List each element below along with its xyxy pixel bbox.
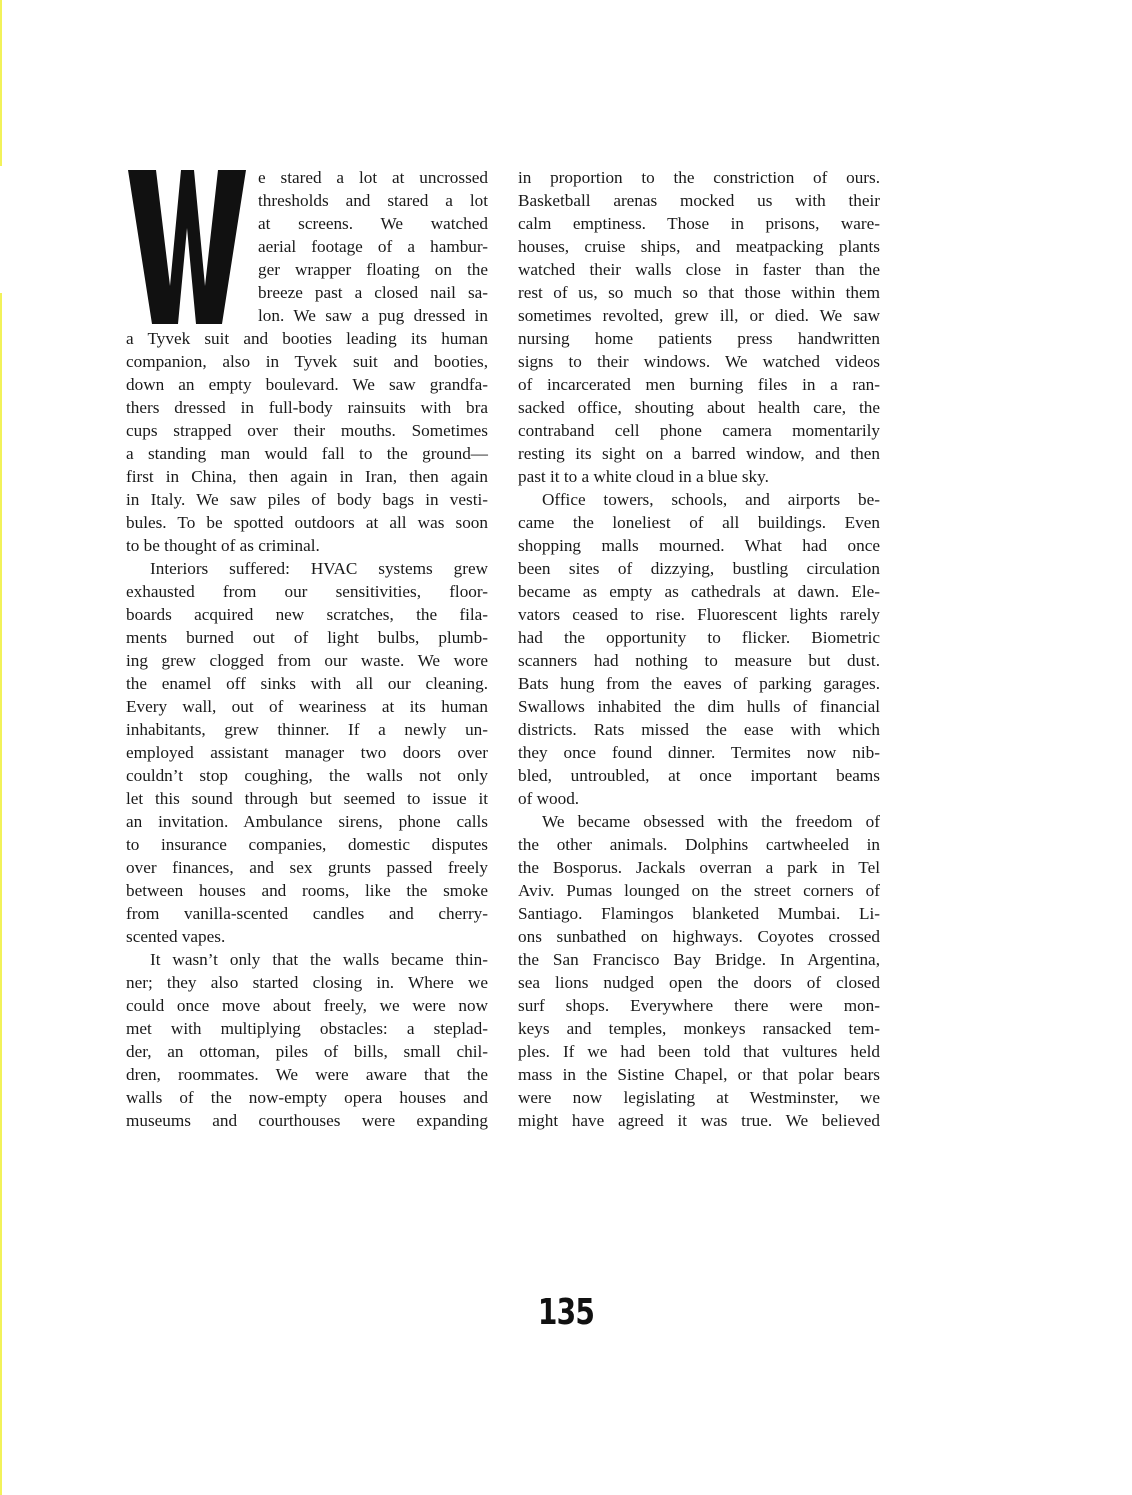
text-line: the enamel off sinks with all our cleaning. <box>126 674 488 693</box>
text-line: to insurance companies, domestic disputes <box>126 835 488 854</box>
left-column <box>126 166 488 1132</box>
text-line: past it to a white cloud in a blue sky. <box>518 467 769 486</box>
text-line: Basketball arenas mocked us with their <box>518 191 880 210</box>
text-line: from vanilla-scented candles and cherry- <box>126 904 488 923</box>
text-line: ples. If we had been told that vultures held <box>518 1042 880 1061</box>
text-line: nursing home patients press handwritten <box>518 329 880 348</box>
text-line: Bats hung from the eaves of parking garages. <box>518 674 880 693</box>
text-line: of incarcerated men burning files in a ran- <box>518 375 880 394</box>
text-line: could once move about freely, we were now <box>126 996 488 1015</box>
text-line: an invitation. Ambulance sirens, phone calls <box>126 812 488 831</box>
text-line: might have agreed it was true. We believed <box>518 1111 880 1130</box>
text-line: to be thought of as criminal. <box>126 536 320 555</box>
text-line: inhabitants, grew thinner. If a newly un- <box>126 720 488 739</box>
text-line: couldn’t stop coughing, the walls not only <box>126 766 488 785</box>
text-line: keys and temples, monkeys ransacked tem- <box>518 1019 880 1038</box>
text-line: breeze past a closed nail sa- <box>258 283 488 302</box>
text-line: boards acquired new scratches, the fila- <box>126 605 488 624</box>
text-line: surf shops. Everywhere there were mon- <box>518 996 880 1015</box>
text-line: lon. We saw a pug dressed in <box>258 306 488 325</box>
text-line: employed assistant manager two doors over <box>126 743 488 762</box>
text-line: of wood. <box>518 789 580 808</box>
text-line: the Bosporus. Jackals overran a park in Tel <box>518 858 880 877</box>
text-line: Every wall, out of weariness at its human <box>126 697 488 716</box>
text-line: We became obsessed with the freedom of <box>542 812 880 831</box>
text-line: sometimes revolted, grew ill, or died. We saw <box>518 306 880 325</box>
text-line: over finances, and sex grunts passed freely <box>126 858 488 877</box>
page-edge-marker <box>0 293 2 1495</box>
text-line: dren, roommates. We were aware that the <box>126 1065 488 1084</box>
text-line: Santiago. Flamingos blanketed Mumbai. Li- <box>518 904 880 923</box>
text-line: between houses and rooms, like the smoke <box>126 881 488 900</box>
text-line: ing grew clogged from our waste. We wore <box>126 651 488 670</box>
text-line: sea lions nudged open the doors of closed <box>518 973 880 992</box>
text-line: districts. Rats missed the ease with which <box>518 720 880 739</box>
text-line: had the opportunity to flicker. Biometric <box>518 628 880 647</box>
text-line: at screens. We watched <box>258 214 488 233</box>
text-line: in proportion to the constriction of ours. <box>518 168 880 187</box>
text-line: scented vapes. <box>126 927 226 946</box>
text-line: calm emptiness. Those in prisons, ware- <box>518 214 880 233</box>
text-line: met with multiplying obstacles: a steplad- <box>126 1019 488 1038</box>
text-line: ons sunbathed on highways. Coyotes crossed <box>518 927 880 946</box>
text-line: exhausted from our sensitivities, floor- <box>126 582 488 601</box>
text-line: der, an ottoman, piles of bills, small chil- <box>126 1042 488 1061</box>
text-line: e stared a lot at uncrossed <box>258 168 488 187</box>
text-line: scanners had nothing to measure but dust. <box>518 651 880 670</box>
text-line: thresholds and stared a lot <box>258 191 488 210</box>
text-line: bled, untroubled, at once important beams <box>518 766 880 785</box>
text-line: bules. To be spotted outdoors at all was soon <box>126 513 488 532</box>
text-line: thers dressed in full-body rainsuits with bra <box>126 398 488 417</box>
text-line: Office towers, schools, and airports be- <box>542 490 880 509</box>
text-line: companion, also in Tyvek suit and booties, <box>126 352 488 371</box>
text-line: they once found dinner. Termites now nib- <box>518 743 880 762</box>
text-line: a Tyvek suit and booties leading its human <box>126 329 488 348</box>
text-line: been sites of dizzying, bustling circulation <box>518 559 880 578</box>
text-line: rest of us, so much so that those within them <box>518 283 880 302</box>
text-line: in Italy. We saw piles of body bags in vesti- <box>126 490 488 509</box>
text-line: museums and courthouses were expanding <box>126 1111 488 1130</box>
page-number: 135 <box>537 1292 595 1333</box>
text-line: a standing man would fall to the ground— <box>126 444 488 463</box>
text-line: ger wrapper floating on the <box>258 260 488 279</box>
page-edge-marker <box>0 0 2 166</box>
text-line: Swallows inhabited the dim hulls of financial <box>518 697 880 716</box>
text-line: the other animals. Dolphins cartwheeled in <box>518 835 880 854</box>
drop-cap-letter-w <box>126 168 248 326</box>
text-line: resting its sight on a barred window, and then <box>518 444 880 463</box>
text-line: shopping malls mourned. What had once <box>518 536 880 555</box>
text-line: houses, cruise ships, and meatpacking plants <box>518 237 880 256</box>
right-column <box>518 166 880 1132</box>
text-line: first in China, then again in Iran, then again <box>126 467 488 486</box>
text-line: sacked office, shouting about health care, the <box>518 398 880 417</box>
text-line: let this sound through but seemed to issue it <box>126 789 488 808</box>
text-line: signs to their windows. We watched videos <box>518 352 880 371</box>
text-line: aerial footage of a hambur- <box>258 237 488 256</box>
text-line: It wasn’t only that the walls became thin- <box>150 950 488 969</box>
text-line: came the loneliest of all buildings. Even <box>518 513 880 532</box>
text-line: were now legislating at Westminster, we <box>518 1088 880 1107</box>
text-line: vators ceased to rise. Fluorescent lights rarely <box>518 605 880 624</box>
text-line: cups strapped over their mouths. Sometimes <box>126 421 488 440</box>
text-line: watched their walls close in faster than the <box>518 260 880 279</box>
text-line: ments burned out of light bulbs, plumb- <box>126 628 488 647</box>
text-line: became as empty as cathedrals at dawn. Ele- <box>518 582 880 601</box>
text-line: Interiors suffered: HVAC systems grew <box>150 559 488 578</box>
text-line: ner; they also started closing in. Where we <box>126 973 488 992</box>
text-line: down an empty boulevard. We saw grandfa- <box>126 375 488 394</box>
text-line: walls of the now-empty opera houses and <box>126 1088 488 1107</box>
text-line: mass in the Sistine Chapel, or that polar bears <box>518 1065 880 1084</box>
text-line: Aviv. Pumas lounged on the street corners of <box>518 881 880 900</box>
text-line: contraband cell phone camera momentarily <box>518 421 880 440</box>
text-line: the San Francisco Bay Bridge. In Argentina, <box>518 950 880 969</box>
drop-cap <box>126 168 248 326</box>
